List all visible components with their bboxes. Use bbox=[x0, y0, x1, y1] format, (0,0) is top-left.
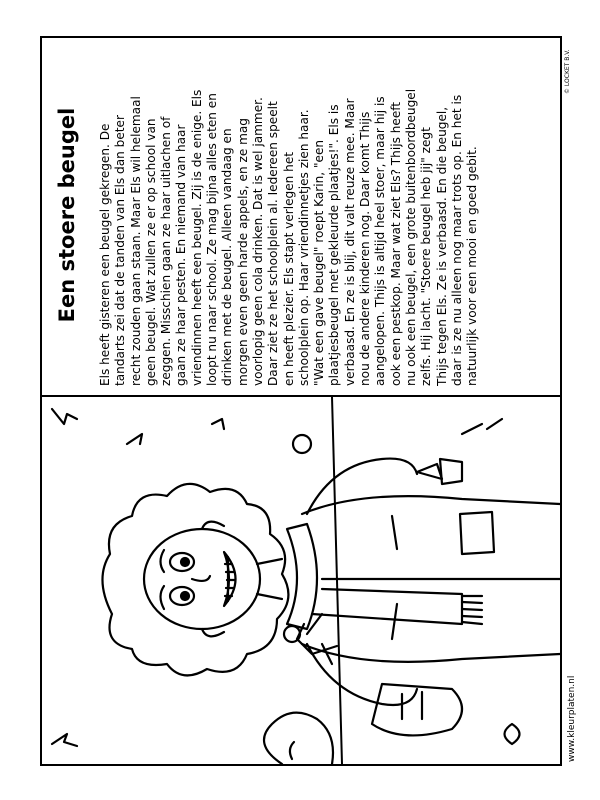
copyright-label: © LOCKET B.V. bbox=[564, 49, 571, 94]
coloring-illustration bbox=[42, 397, 560, 764]
website-label: www.kleurplaten.nl bbox=[567, 675, 577, 762]
story-title: Een stoere beugel bbox=[55, 107, 79, 323]
story-body: Els heeft gisteren een beugel gekregen. De tandarts zei dat de tanden van Els dan beter recht zouden gaan staan. Maar Els wil helemaal geen beugel. Wat zullen ze er op school van zeggen. Misschien gaan ze haar uitlachen of gaan ze haar pesten. En niemand van haar vriendinnen heeft een beugel. Zij is de enige. Els loopt nu naar school. Ze mag bijna alles eten en drinken met de beugel. Alleen vandaag en morgen even geen harde appels, en ze mag voorlopig geen cola drinken. Dat is wel jammer. Daar ziet ze het schoolplein al. Iedereen speelt en heeft plezier. Els stapt verlegen het schoolplein op. Haar vriendinnetjes zien haar. "Wat een gave beugel" roept Karin, "een plaatjesbeugel met gekleurde plaatjes!". Els is verbaasd. En ze is blij, dit valt reuze mee. Maar nou de andere kinderen nog. Daar komt Thijs aangelopen. Thijs is altijd heel stoer, maar hij is ook een pestkop. Maar wat ziet Els? Thijs heeft nu ook een beugel, een grote buitenboordbeugel zelfs. Hij lacht. "Stoere beugel heb jij" zegt Thijs tegen Els. Ze is verbaasd. En die beugel, daar is ze nu alleen nog maar trots op. En het is natuurlijk voor een mooi en goed gebit. bbox=[98, 88, 480, 386]
